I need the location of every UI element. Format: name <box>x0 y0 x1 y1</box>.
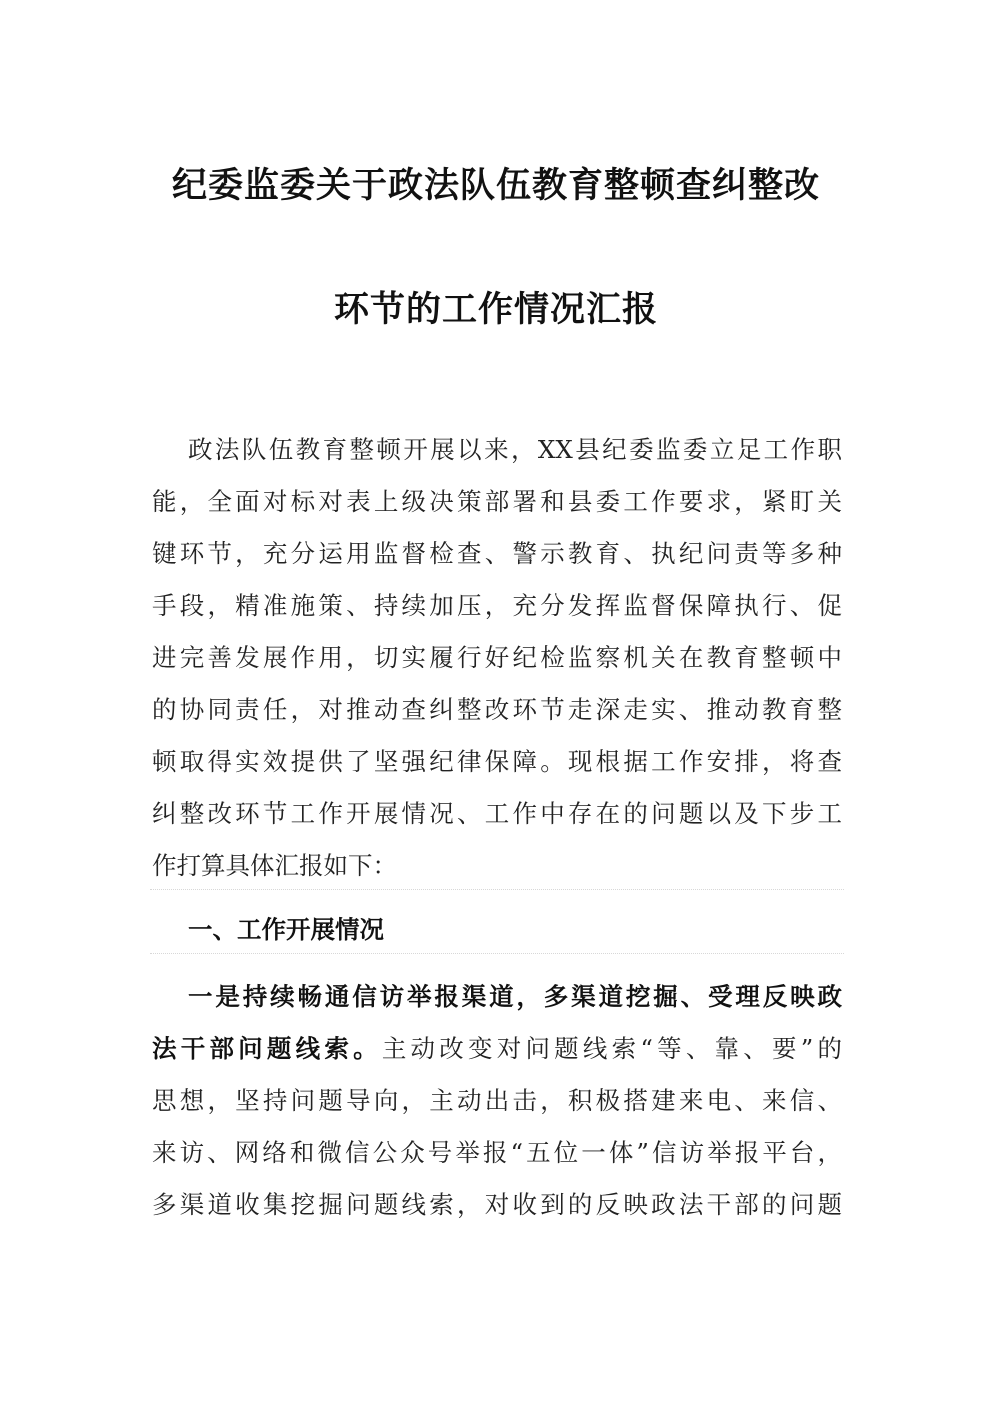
section-heading: 一、工作开展情况 <box>188 915 384 944</box>
item1-line-4: 来访、网络和微信公众号举报“五位一体”信访举报平台， <box>152 1138 842 1167</box>
intro-line-8: 纠整改环节工作开展情况、工作中存在的问题以及下步工 <box>152 799 842 828</box>
divider <box>150 953 844 954</box>
intro-line-2: 能，全面对标对表上级决策部署和县委工作要求，紧盯关 <box>152 487 842 516</box>
item1-line-3: 思想，坚持问题导向，主动出击，积极搭建来电、来信、 <box>152 1086 842 1115</box>
intro-line-4: 手段，精准施策、持续加压，充分发挥监督保障执行、促 <box>152 591 842 620</box>
divider <box>150 889 844 890</box>
item1-text-line-2: 主动改变对问题线索“等、靠、要”的 <box>381 1034 842 1063</box>
item1-line-2 <box>152 1032 842 1066</box>
document-title-line-1: 纪委监委关于政法队伍教育整顿查纠整改 <box>171 165 820 206</box>
intro-line-1: 政法队伍教育整顿开展以来，XX县纪委监委立足工作职 <box>188 435 842 464</box>
item1-bold-line-1: 一是持续畅通信访举报渠道，多渠道挖掘、受理反映政 <box>188 982 842 1011</box>
item1-line-5: 多渠道收集挖掘问题线索，对收到的反映政法干部的问题 <box>152 1190 842 1219</box>
intro-line-6: 的协同责任，对推动查纠整改环节走深走实、推动教育整 <box>152 695 842 724</box>
intro-line-7: 顿取得实效提供了坚强纪律保障。现根据工作安排，将查 <box>152 747 842 776</box>
intro-line-3: 键环节，充分运用监督检查、警示教育、执纪问责等多种 <box>152 539 842 568</box>
item1-bold-line-2: 法干部问题线索。 <box>152 1034 382 1063</box>
document-title-line-2: 环节的工作情况汇报 <box>333 289 658 330</box>
intro-line-9: 作打算具体汇报如下： <box>152 851 397 880</box>
intro-line-5: 进完善发展作用，切实履行好纪检监察机关在教育整顿中 <box>152 643 842 672</box>
